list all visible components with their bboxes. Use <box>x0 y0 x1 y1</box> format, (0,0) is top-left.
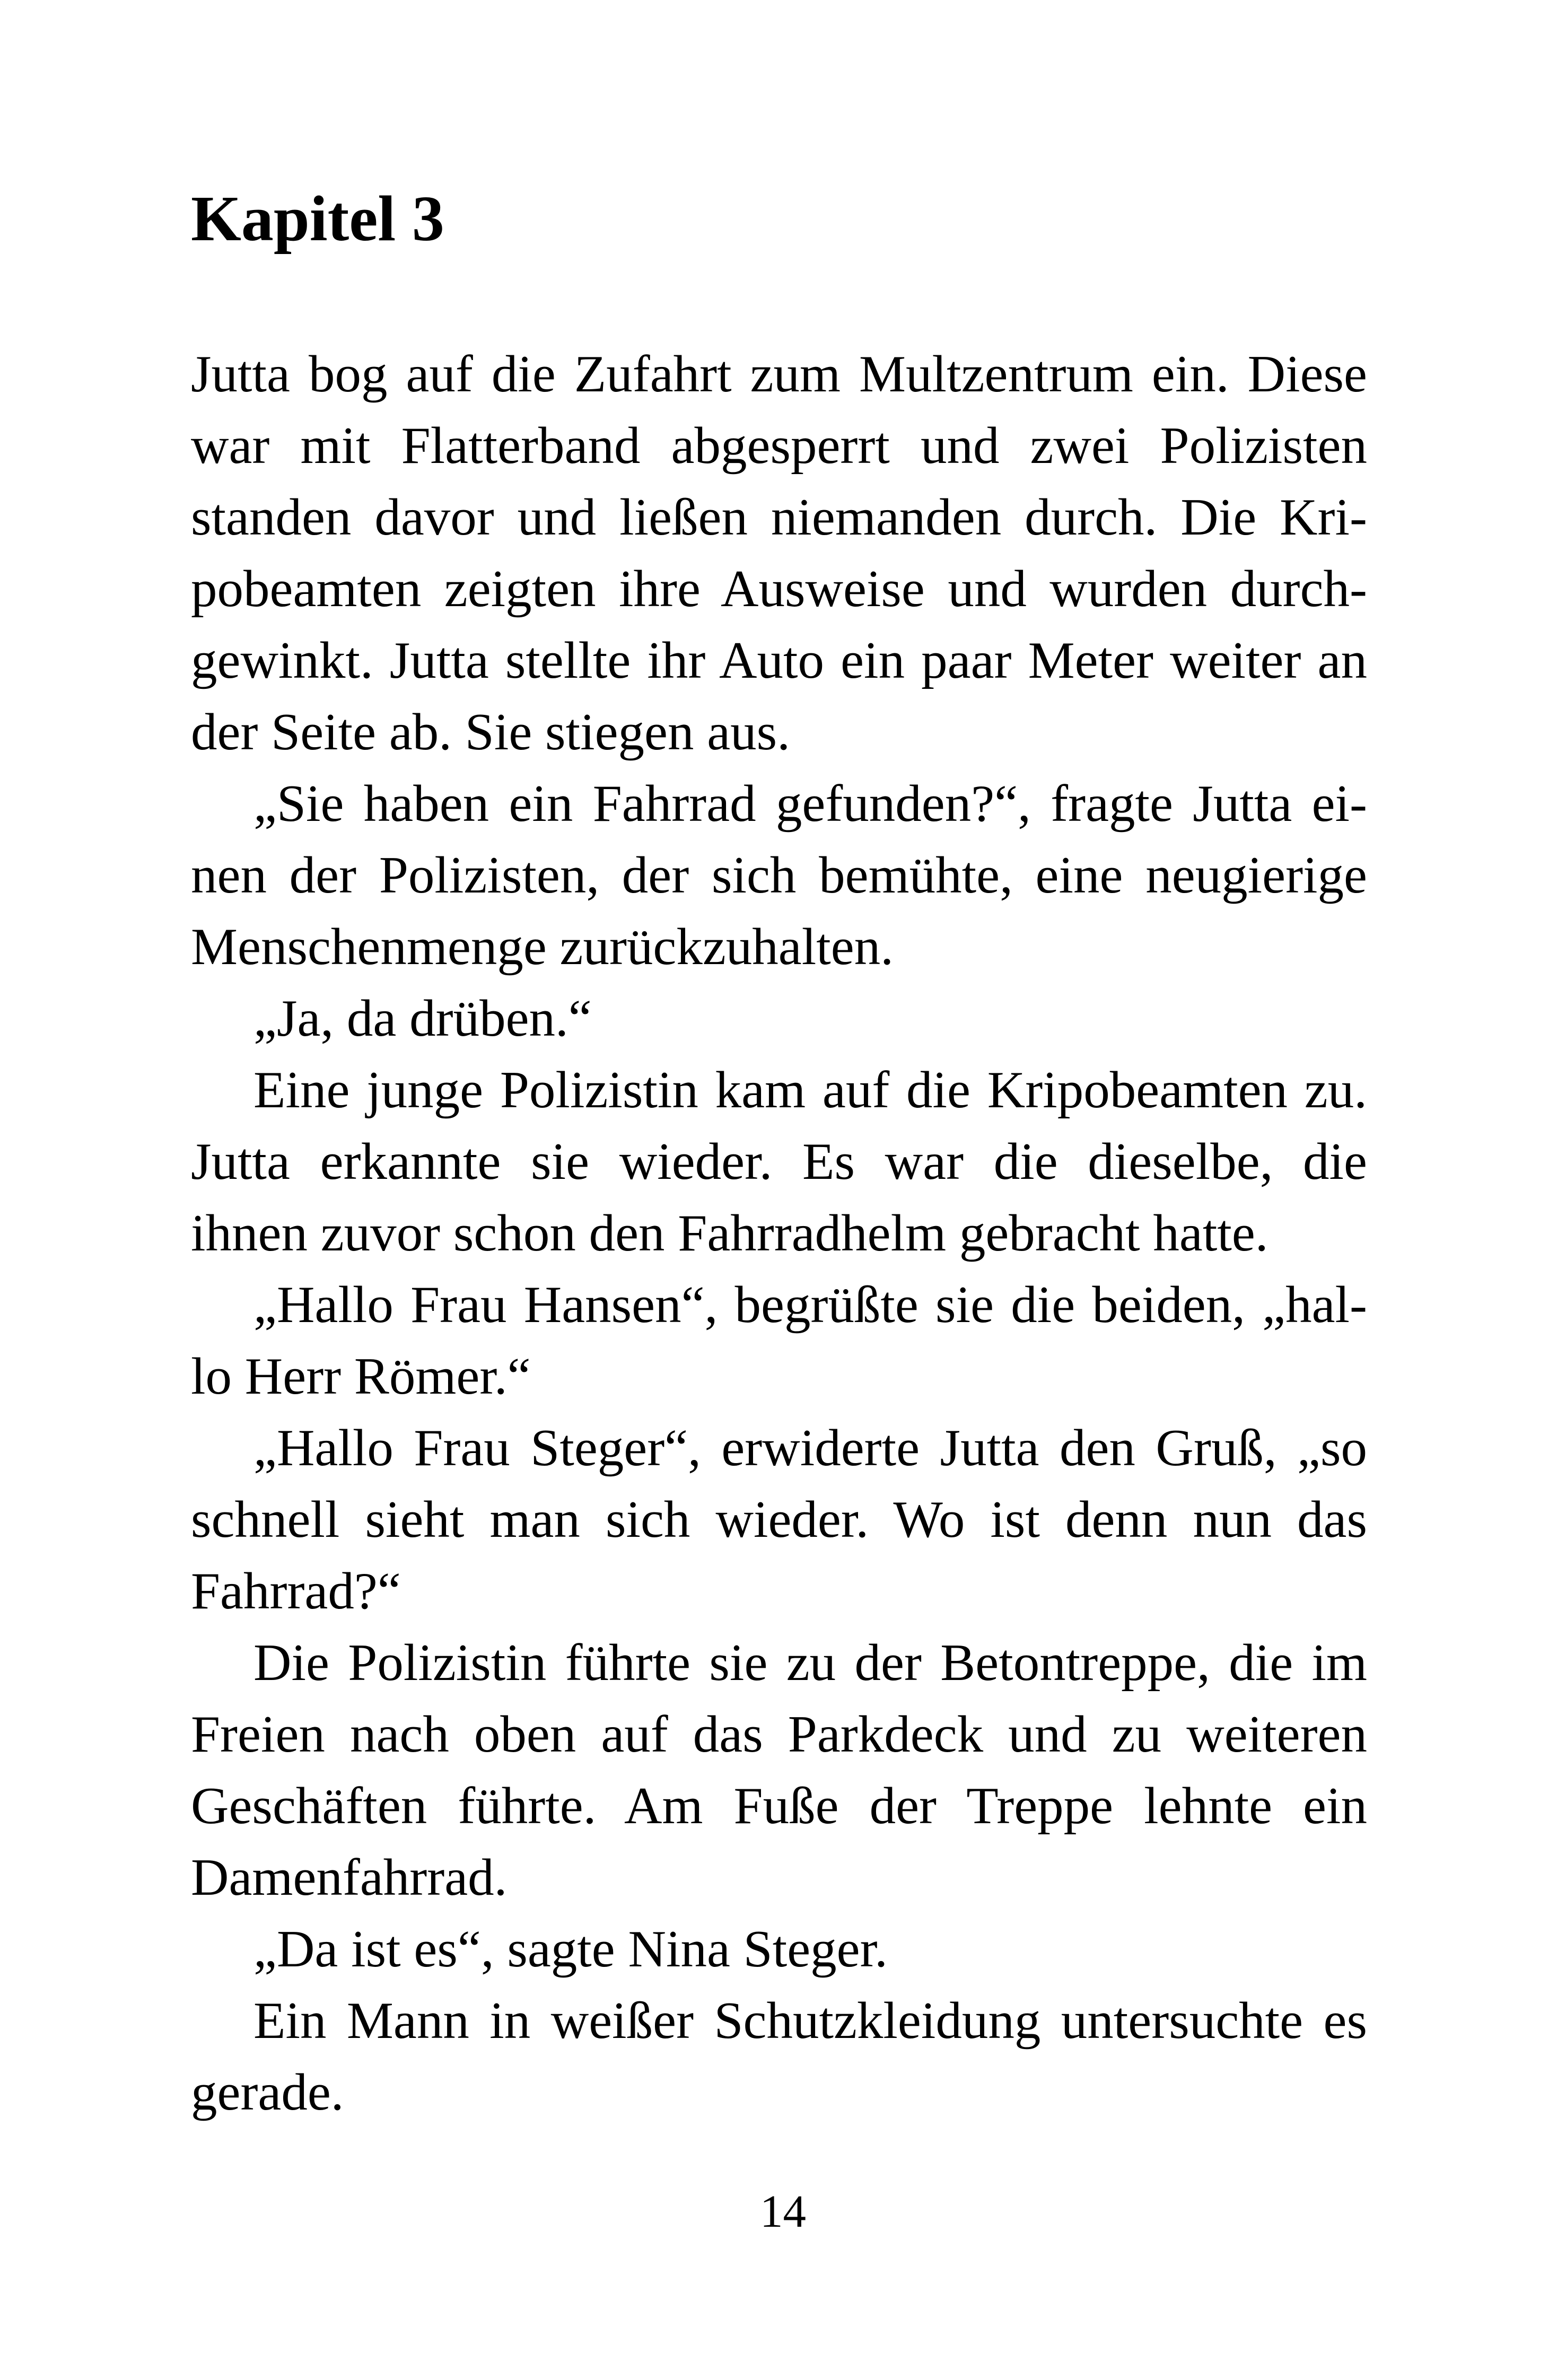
text-line: „Da ist es“, sagte Nina Steger. <box>253 1920 888 1978</box>
text-line: „Ja, da drüben.“ <box>253 990 592 1047</box>
text-line: gerade. <box>191 2063 344 2121</box>
text-line: „Sie haben ein Fahrrad gefunden?“, fragte Jutta ei- <box>253 775 1367 833</box>
text-line: schnell sieht man sich wieder. Wo ist denn nun das <box>191 1491 1367 1548</box>
text-line: pobeamten zeigten ihre Ausweise und wurden durch- <box>191 560 1367 618</box>
text-line: Fahrrad?“ <box>191 1562 401 1620</box>
text-line: Die Polizistin führte sie zu der Betontreppe, die im <box>253 1634 1367 1692</box>
text-line: der Seite ab. Sie stiegen aus. <box>191 703 790 761</box>
text-line: Freien nach oben auf das Parkdeck und zu weiteren <box>191 1705 1367 1763</box>
chapter-title: Kapitel 3 <box>191 183 444 255</box>
text-line: Ein Mann in weißer Schutzkleidung untersuchte es <box>253 1992 1367 2050</box>
text-line: Geschäften führte. Am Fuße der Treppe lehnte ein <box>191 1777 1367 1835</box>
text-line: war mit Flatterband abgesperrt und zwei Polizisten <box>191 417 1367 475</box>
text-line: lo Herr Römer.“ <box>191 1348 531 1405</box>
text-line: Damenfahrrad. <box>191 1849 508 1906</box>
text-line: nen der Polizisten, der sich bemühte, eine neugierige <box>191 846 1367 904</box>
paragraph <box>191 338 1367 768</box>
text-line: Jutta erkannte sie wieder. Es war die dieselbe, die <box>191 1133 1367 1191</box>
text-line: Eine junge Polizistin kam auf die Kripobeamten zu. <box>253 1061 1367 1119</box>
text-line: „Hallo Frau Hansen“, begrüßte sie die beiden, „hal- <box>253 1276 1367 1334</box>
paragraph <box>191 1985 1367 2128</box>
paragraph <box>191 1412 1367 1627</box>
paragraph <box>191 1269 1367 1412</box>
text-line: standen davor und ließen niemanden durch. Die Kri- <box>191 488 1367 546</box>
text-line: ihnen zuvor schon den Fahrradhelm gebracht hatte. <box>191 1204 1268 1262</box>
body-text <box>191 338 1367 2128</box>
text-line: Jutta bog auf die Zufahrt zum Multzentrum ein. Diese <box>191 345 1367 403</box>
paragraph <box>191 1054 1367 1269</box>
paragraph <box>191 768 1367 983</box>
paragraph <box>191 1627 1367 1913</box>
page-number: 14 <box>760 2185 806 2237</box>
text-line: „Hallo Frau Steger“, erwiderte Jutta den Gruß, „so <box>253 1419 1367 1477</box>
paragraph <box>191 983 1367 1054</box>
text-line: Menschenmenge zurückzuhalten. <box>191 918 894 976</box>
paragraph <box>191 1913 1367 1985</box>
text-line: gewinkt. Jutta stellte ihr Auto ein paar Meter weiter an <box>191 632 1367 689</box>
